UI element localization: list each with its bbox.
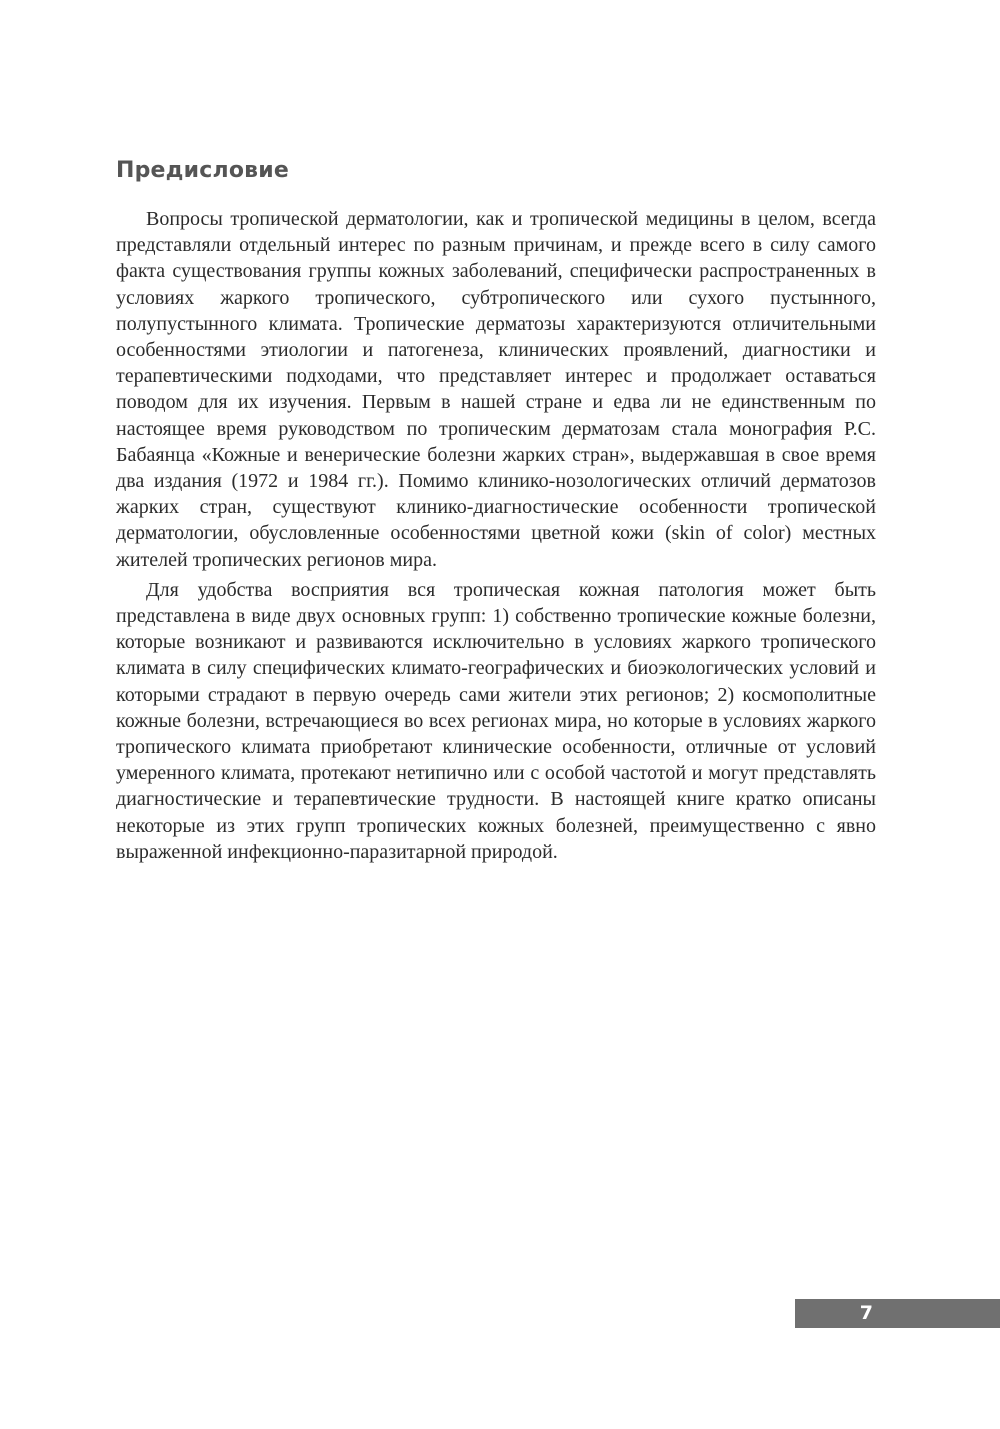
paragraph-1: Вопросы тропической дерматологии, как и тропической медицины в целом, всегда представляли отдельный интерес по разным причинам, и прежде всего в силу самого факта существования группы кожных заболеваний, специфически распространенных в условиях жаркого тропического, субтропического или сухого пустынного, полупустынного климата. Тропические дерматозы характеризуются отличительными особенностями этиологии и патогенеза, клинических проявлений, диагностики и терапевтическими подходами, что представляет интерес и продолжает оставаться поводом для их изучения. Первым в нашей стране и едва ли не единственным по настоящее время руководством по тропическим дерматозам стала монография Р.С. Бабаянца «Кожные и венерические болезни жарких стран», выдержавшая в свое время два издания (1972 и 1984 гг.). Помимо клинико-нозологических отличий дерматозов жарких стран, существуют клинико-диагностические особенности тропической дерматологии, обусловленные особенностями цветной кожи (skin of color) местных жителей тропических регионов мира. (116, 208, 876, 571)
paragraph-2: Для удобства восприятия вся тропическая кожная патология может быть представлена в виде двух основных групп: 1) собственно тропические кожные болезни, которые возникают и развиваются исключительно в условиях жаркого тропического климата в силу специфических климато-географических и биоэкологических условий и которыми страдают в первую очередь сами жители этих регионов; 2) космополитные кожные болезни, встречающиеся во всех регионах мира, но которые в условиях жаркого тропического климата приобретают клинические особенности, отличные от условий умеренного климата, протекают нетипично или с особой частотой и могут представлять диагностические и терапевтические трудности. В настоящей книге кратко описаны некоторые из этих групп тропических кожных болезней, преимущественно с явно выраженной инфекционно-паразитарной природой. (116, 578, 876, 863)
section-heading: Предисловие (116, 158, 289, 183)
body-text (116, 206, 876, 865)
page-number: 7 (859, 1302, 873, 1324)
page-number-bar (795, 1299, 1000, 1328)
